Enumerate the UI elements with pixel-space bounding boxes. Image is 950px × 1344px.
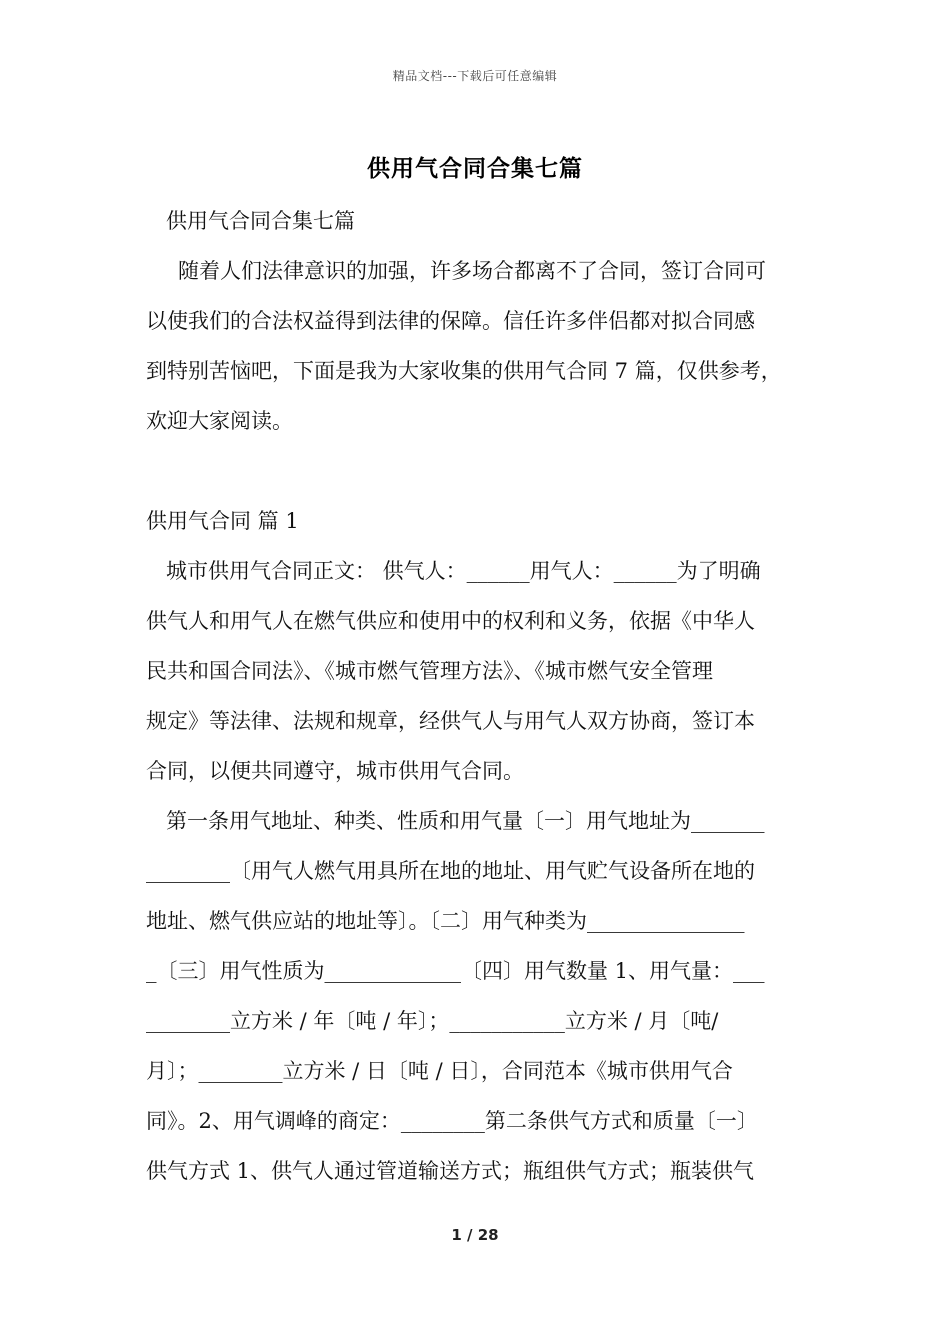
document-body (146, 196, 810, 1196)
paragraph-line: 地址、燃气供应站的地址等〕。〔二〕用气种类为_______________ (146, 909, 745, 933)
subtitle: 供用气合同合集七篇 (166, 209, 355, 233)
paragraph-line: 第一条用气地址、种类、性质和用气量〔一〕用气地址为_______ (166, 809, 765, 833)
paragraph-line: 月〕；________立方米 / 日〔吨 / 日〕，合同范本《城市供用气合 (146, 1059, 733, 1083)
intro-line: 到特别苦恼吧，下面是我为大家收集的供用气合同 7 篇，仅供参考， (146, 359, 782, 383)
intro-line: 随着人们法律意识的加强，许多场合都离不了合同，签订合同可 (178, 259, 766, 283)
paragraph-line: 城市供用气合同正文： 供气人：______用气人：______为了明确 (166, 559, 761, 583)
document-title: 供用气合同合集七篇 (367, 155, 583, 182)
header-note: 精品文档---下载后可任意编辑 (392, 69, 558, 83)
paragraph-line: ________立方米 / 年〔吨 / 年〕；___________立方米 / 月〔吨/ (146, 1009, 719, 1033)
page-number: 1 / 28 (451, 1226, 499, 1244)
paragraph-line: 合同，以便共同遵守，城市供用气合同。 (146, 759, 524, 783)
paragraph-line: 供气人和用气人在燃气供应和使用中的权利和义务，依据《中华人 (146, 609, 755, 633)
intro-line: 欢迎大家阅读。 (146, 409, 293, 433)
paragraph-line: ________〔用气人燃气用具所在地的地址、用气贮气设备所在地的 (146, 859, 755, 883)
paragraph-line: _〔三〕用气性质为_____________〔四〕用气数量 1、用气量：___ (146, 959, 765, 983)
paragraph-spacer (146, 446, 810, 496)
intro-line: 以使我们的合法权益得到法律的保障。信任许多伴侣都对拟合同感 (146, 309, 755, 333)
section-heading: 供用气合同 篇 1 (146, 509, 299, 533)
paragraph-line: 规定》等法律、法规和规章，经供气人与用气人双方协商，签订本 (146, 709, 755, 733)
paragraph-line: 供气方式 1、供气人通过管道输送方式；瓶组供气方式；瓶装供气 (146, 1159, 755, 1183)
paragraph-line: 民共和国合同法》、《城市燃气管理方法》、《城市燃气安全管理 (146, 659, 713, 683)
paragraph-line: 同》。2、用气调峰的商定：________第二条供气方式和质量〔一〕 (146, 1109, 758, 1133)
